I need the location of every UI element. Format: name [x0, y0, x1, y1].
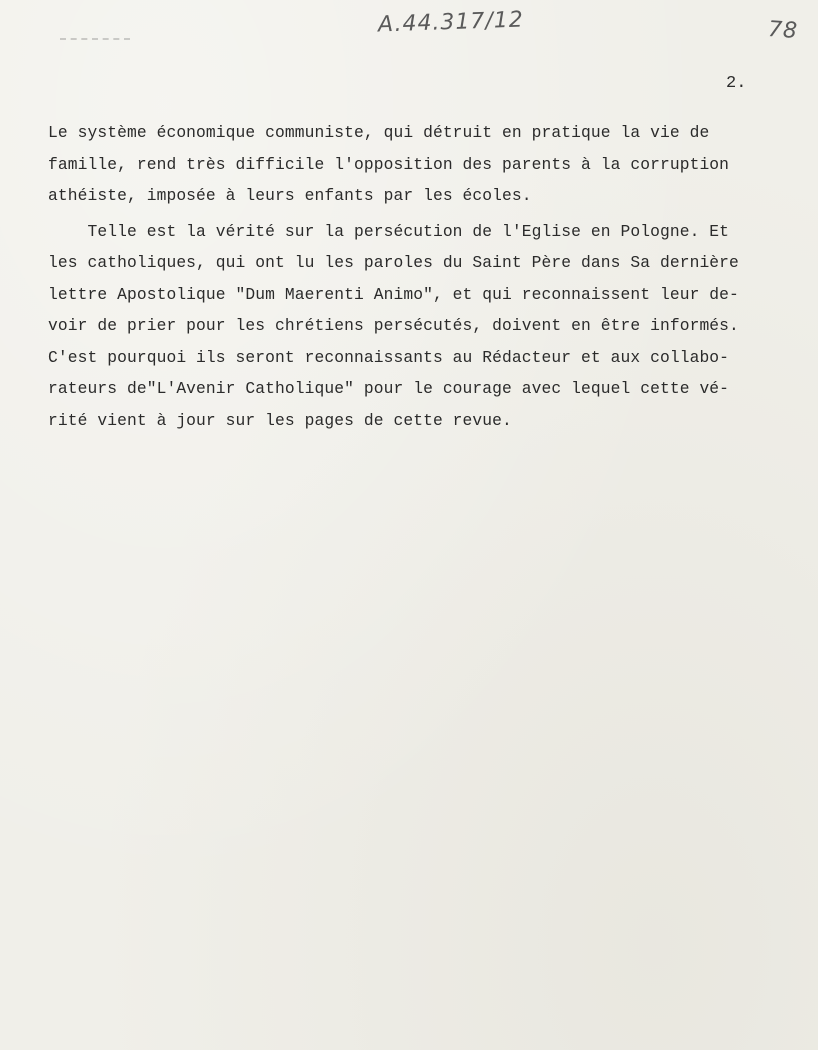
text-line: voir de prier pour les chrétiens persécutés, doivent en être informés. — [48, 316, 739, 335]
text-line: rateurs de"L'Avenir Catholique" pour le courage avec lequel cette vé- — [48, 379, 730, 398]
text-line: lettre Apostolique "Dum Maerenti Animo", et qui reconnaissent leur de- — [48, 284, 739, 304]
text-line: athéiste, imposée à leurs enfants par les écoles. — [48, 186, 532, 205]
paragraph-2 — [48, 216, 798, 437]
paragraph-1 — [48, 117, 798, 212]
text-line: les catholiques, qui ont lu les paroles du Saint Père dans Sa dernière — [48, 253, 739, 272]
ink-smudge — [60, 38, 130, 46]
archive-reference-annotation: A.44.317/12 — [377, 7, 525, 38]
text-line: famille, rend très difficile l'opposition des parents à la corruption — [48, 154, 730, 174]
text-line: Le système économique communiste, qui détruit en pratique la vie de — [48, 123, 710, 142]
text-line: C'est pourquoi ils seront reconnaissants au Rédacteur et aux collabo- — [48, 347, 730, 367]
text-line: Telle est la vérité sur la persécution de l'Eglise en Pologne. Et — [48, 221, 730, 241]
body-text — [48, 117, 798, 436]
page-number: 2. — [726, 74, 747, 93]
folio-number-annotation: 78 — [767, 16, 799, 45]
text-line: rité vient à jour sur les pages de cette revue. — [48, 410, 512, 430]
